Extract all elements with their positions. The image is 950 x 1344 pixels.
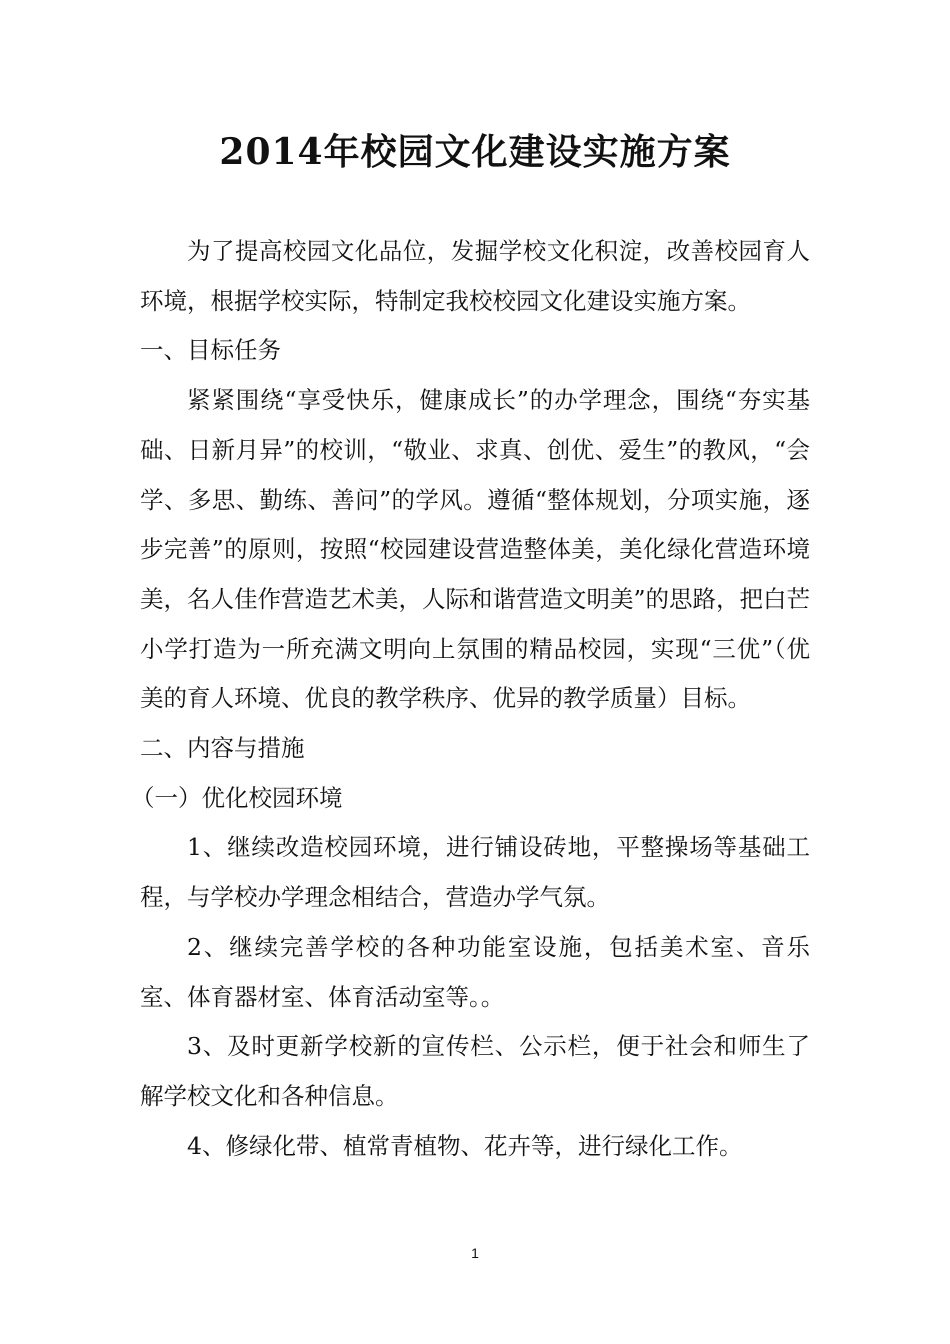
goals-paragraph: 紧紧围绕“享受快乐，健康成长”的办学理念，围绕“夯实基础、日新月异”的校训，“敬业、求真、创优、爱生”的教风，“会学、多思、勤练、善问”的学风。遵循“整体规划，分项实施，逐步完善”的原则，按照“校园建设营造整体美，美化绿化营造环境美，名人佳作营造艺术美，人际和谐营造文明美”的思路，把白芒小学打造为一所充满文明向上氛围的精品校园，实现“三优”（优美的育人环境、优良的教学秩序、优异的教学质量）目标。 (140, 386, 811, 713)
document-title: 2014年校园文化建设实施方案 (219, 131, 731, 173)
intro-paragraph: 为了提高校园文化品位，发掘学校文化积淀，改善校园育人环境，根据学校实际，特制定我校校园文化建设实施方案。 (140, 237, 810, 315)
item-paragraph-3: 3、及时更新学校新的宣传栏、公示栏，便于社会和师生了解学校文化和各种信息。 (140, 1032, 810, 1110)
subsection-heading-environment: （一）优化校园环境 (131, 783, 343, 812)
document-body (131, 227, 811, 1171)
item-paragraph-2: 2、继续完善学校的各种功能室设施，包括美术室、音乐室、体育器材室、体育活动室等。。 (140, 932, 810, 1011)
item-paragraph-4: 4、修绿化带、植常青植物、花卉等，进行绿化工作。 (187, 1131, 743, 1160)
section-heading-content: 二、内容与措施 (140, 734, 305, 763)
page-number: 1 (471, 1245, 479, 1261)
section-heading-goals: 一、目标任务 (140, 336, 281, 365)
item-paragraph-1: 1、继续改造校园环境，进行铺设砖地，平整操场等基础工程，与学校办学理念相结合，营造办学气氛。 (140, 833, 810, 912)
